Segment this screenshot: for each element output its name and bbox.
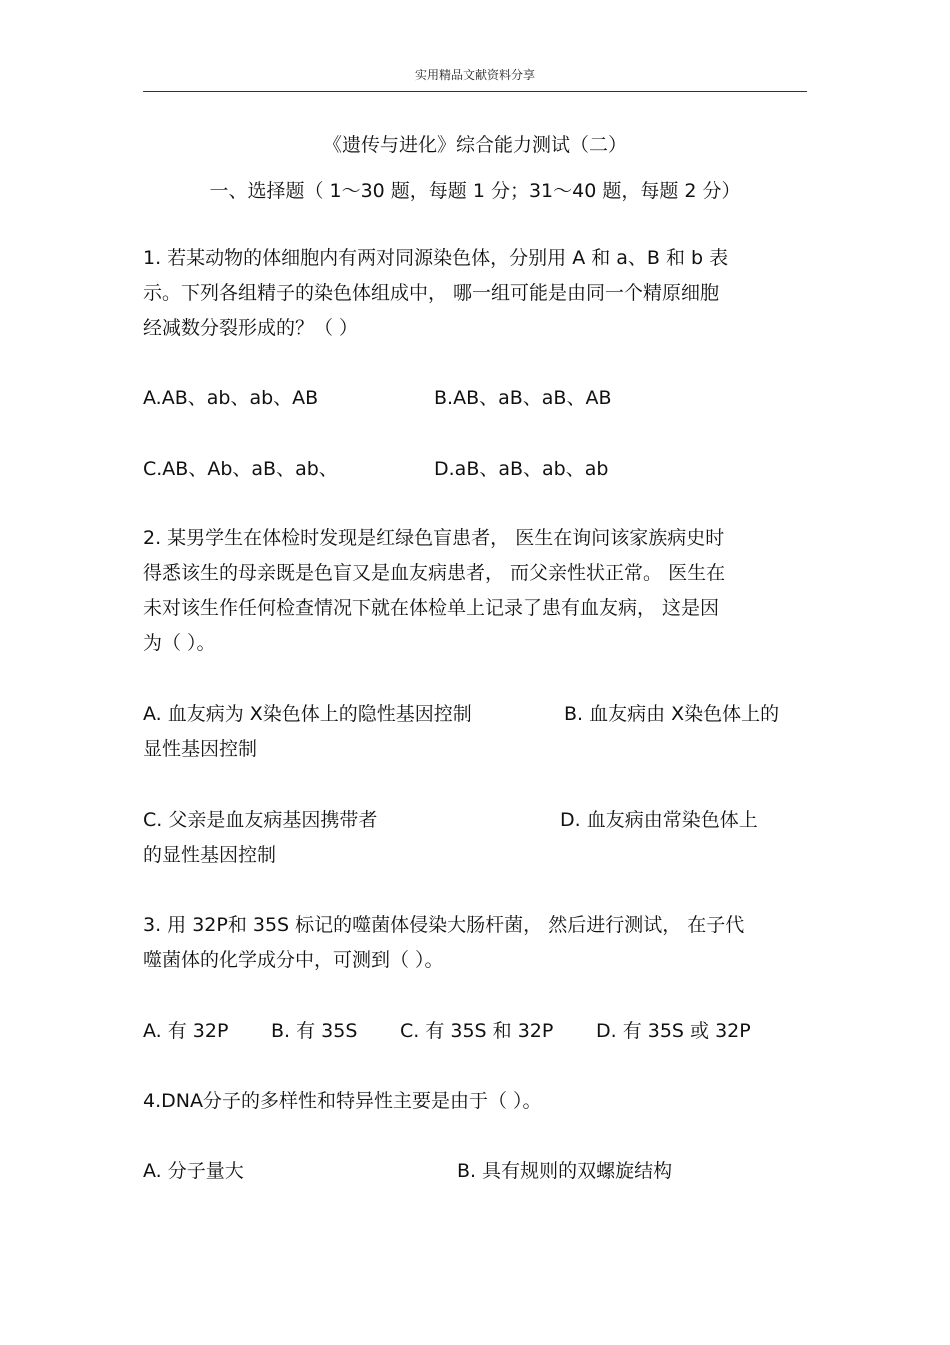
option-a: A.AB、ab、ab、AB — [143, 387, 319, 409]
question-line: 2. 某男学生在体检时发现是红绿色盲患者， 医生在询问该家族病史时 — [143, 527, 725, 549]
option-a: A. 分子量大 — [143, 1160, 244, 1182]
option-a: A. 血友病为 X染色体上的隐性基因控制 — [143, 703, 472, 725]
header-divider — [143, 91, 807, 92]
question-1 — [143, 241, 807, 346]
option-d-continued: 的显性基因控制 — [143, 844, 277, 866]
option-d: D.aB、aB、ab、ab — [434, 458, 609, 480]
question-line: 得悉该生的母亲既是色盲又是血友病患者， 而父亲性状正常。 医生在 — [143, 562, 726, 584]
question-line: 为（ ）。 — [143, 632, 216, 654]
question-line: 1. 若某动物的体细胞内有两对同源染色体，分别用 A 和 a、B 和 b 表 — [143, 247, 729, 269]
option-b: B. 具有规则的双螺旋结构 — [457, 1160, 673, 1182]
question-4 — [143, 1084, 807, 1119]
question-line: 3. 用 32P和 35S 标记的噬菌体侵染大肠杆菌， 然后进行测试， 在子代 — [143, 914, 745, 936]
question-line: 噬菌体的化学成分中，可测到（ ）。 — [143, 949, 444, 971]
document-title: 《遗传与进化》综合能力测试（二） — [322, 134, 627, 156]
option-c: C. 父亲是血友病基因携带者 — [143, 809, 378, 831]
page-header: 实用精品文献资料分享 — [414, 68, 535, 82]
option-c: C. 有 35S 和 32P — [400, 1020, 554, 1042]
option-b: B. 血友病由 X染色体上的 — [564, 703, 780, 725]
option-a: A. 有 32P — [143, 1020, 229, 1042]
section-heading: 一、选择题（ 1～30 题，每题 1 分；31～40 题，每题 2 分） — [209, 180, 741, 202]
option-d: D. 有 35S 或 32P — [596, 1020, 751, 1042]
question-line: 示。下列各组精子的染色体组成中， 哪一组可能是由同一个精原细胞 — [143, 282, 720, 304]
question-line: 经减数分裂形成的？（ ） — [143, 317, 359, 339]
option-b: B. 有 35S — [271, 1020, 358, 1042]
question-2 — [143, 521, 807, 661]
option-b-continued: 显性基因控制 — [143, 738, 258, 760]
option-c: C.AB、Ab、aB、ab、 — [143, 458, 338, 480]
question-line: 4.DNA分子的多样性和特异性主要是由于（ ）。 — [143, 1090, 542, 1112]
option-b: B.AB、aB、aB、AB — [434, 387, 612, 409]
question-3 — [143, 908, 807, 978]
question-line: 未对该生作任何检查情况下就在体检单上记录了患有血友病， 这是因 — [143, 597, 720, 619]
option-d: D. 血友病由常染色体上 — [560, 809, 758, 831]
